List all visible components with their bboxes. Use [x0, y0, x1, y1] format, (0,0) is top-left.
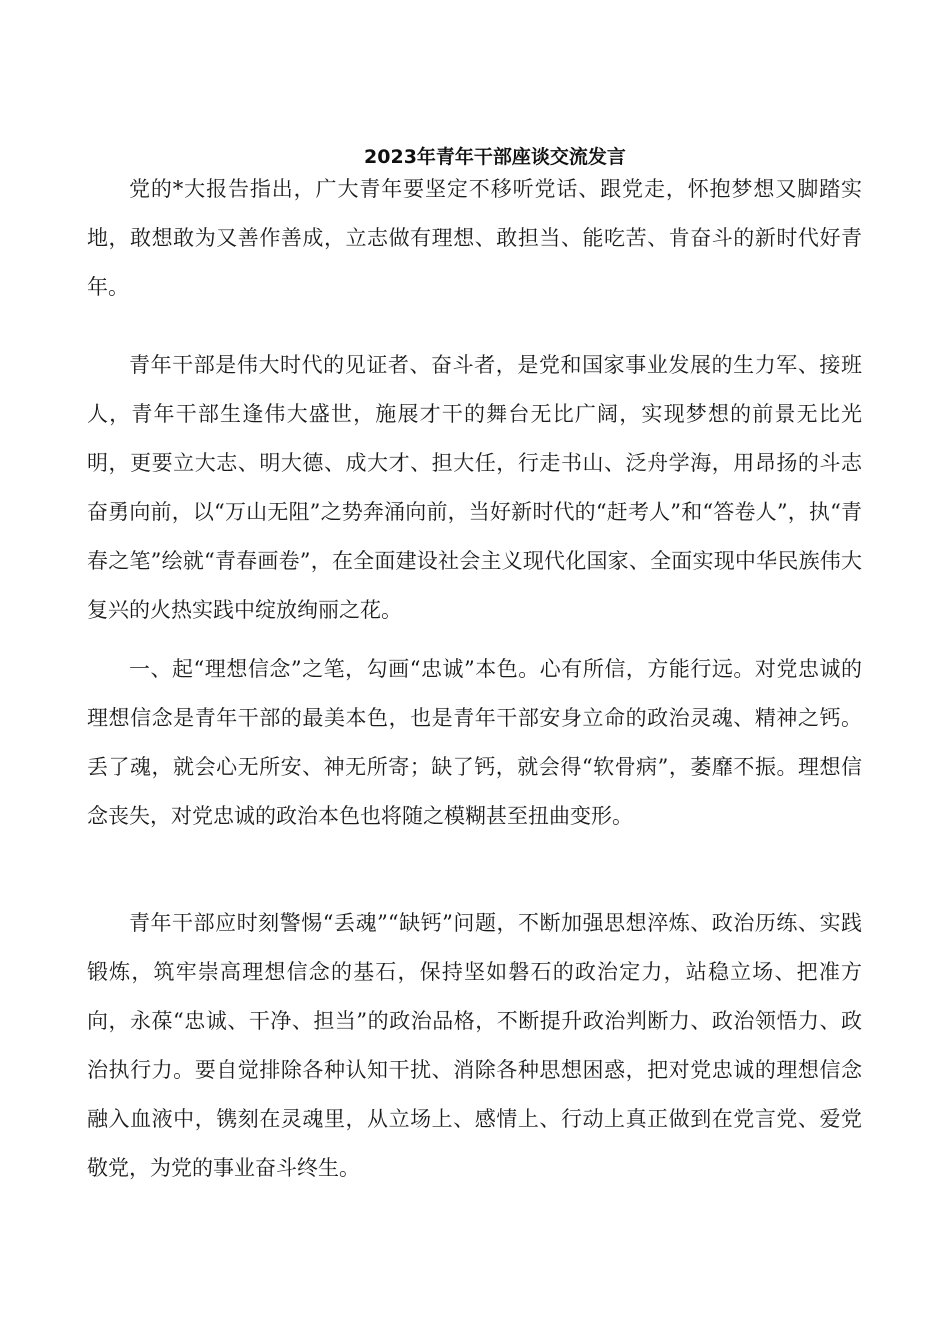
paragraph-intro: 党的*大报告指出，广大青年要坚定不移听党话、跟党走，怀抱梦想又脚踏实地，敢想敢为又善作善成，立志做有理想、敢担当、能吃苦、肯奋斗的新时代好青年。 [87, 177, 862, 299]
paragraph-young-cadres: 青年干部是伟大时代的见证者、奋斗者，是党和国家事业发展的生力军、接班人，青年干部生逢伟大盛世，施展才干的舞台无比广阔，实现梦想的前景无比光明，更要立大志、明大德、成大才、担大任，行走书山、泛舟学海，用昂扬的斗志奋勇向前，以“万山无阻”之势奔涌向前，当好新时代的“赶考人”和“答卷人”，执“青春之笔”绘就“青春画卷”，在全面建设社会主义现代化国家、全面实现中华民族伟大复兴的火热实践中绽放绚丽之花。 [87, 353, 862, 622]
document-title: 2023年青年干部座谈交流发言 [364, 146, 626, 168]
paragraph-section-one: 一、起“理想信念”之笔，勾画“忠诚”本色。心有所信，方能行远。对党忠诚的理想信念是青年干部的最美本色，也是青年干部安身立命的政治灵魂、精神之钙。丢了魂，就会心无所安、神无所寄；缺了钙，就会得“软骨病”，萎靡不振。理想信念丧失，对党忠诚的政治本色也将随之模糊甚至扭曲变形。 [87, 657, 862, 828]
paragraph-vigilance: 青年干部应时刻警惕“丢魂”“缺钙”问题，不断加强思想淬炼、政治历练、实践锻炼，筑牢崇高理想信念的基石，保持坚如磐石的政治定力，站稳立场、把准方向，永葆“忠诚、干净、担当”的政治品格，不断提升政治判断力、政治领悟力、政治执行力。要自觉排除各种认知干扰、消除各种思想困惑，把对党忠诚的理想信念融入血液中，镌刻在灵魂里，从立场上、感情上、行动上真正做到在党言党、爱党敬党，为党的事业奋斗终生。 [87, 911, 862, 1180]
